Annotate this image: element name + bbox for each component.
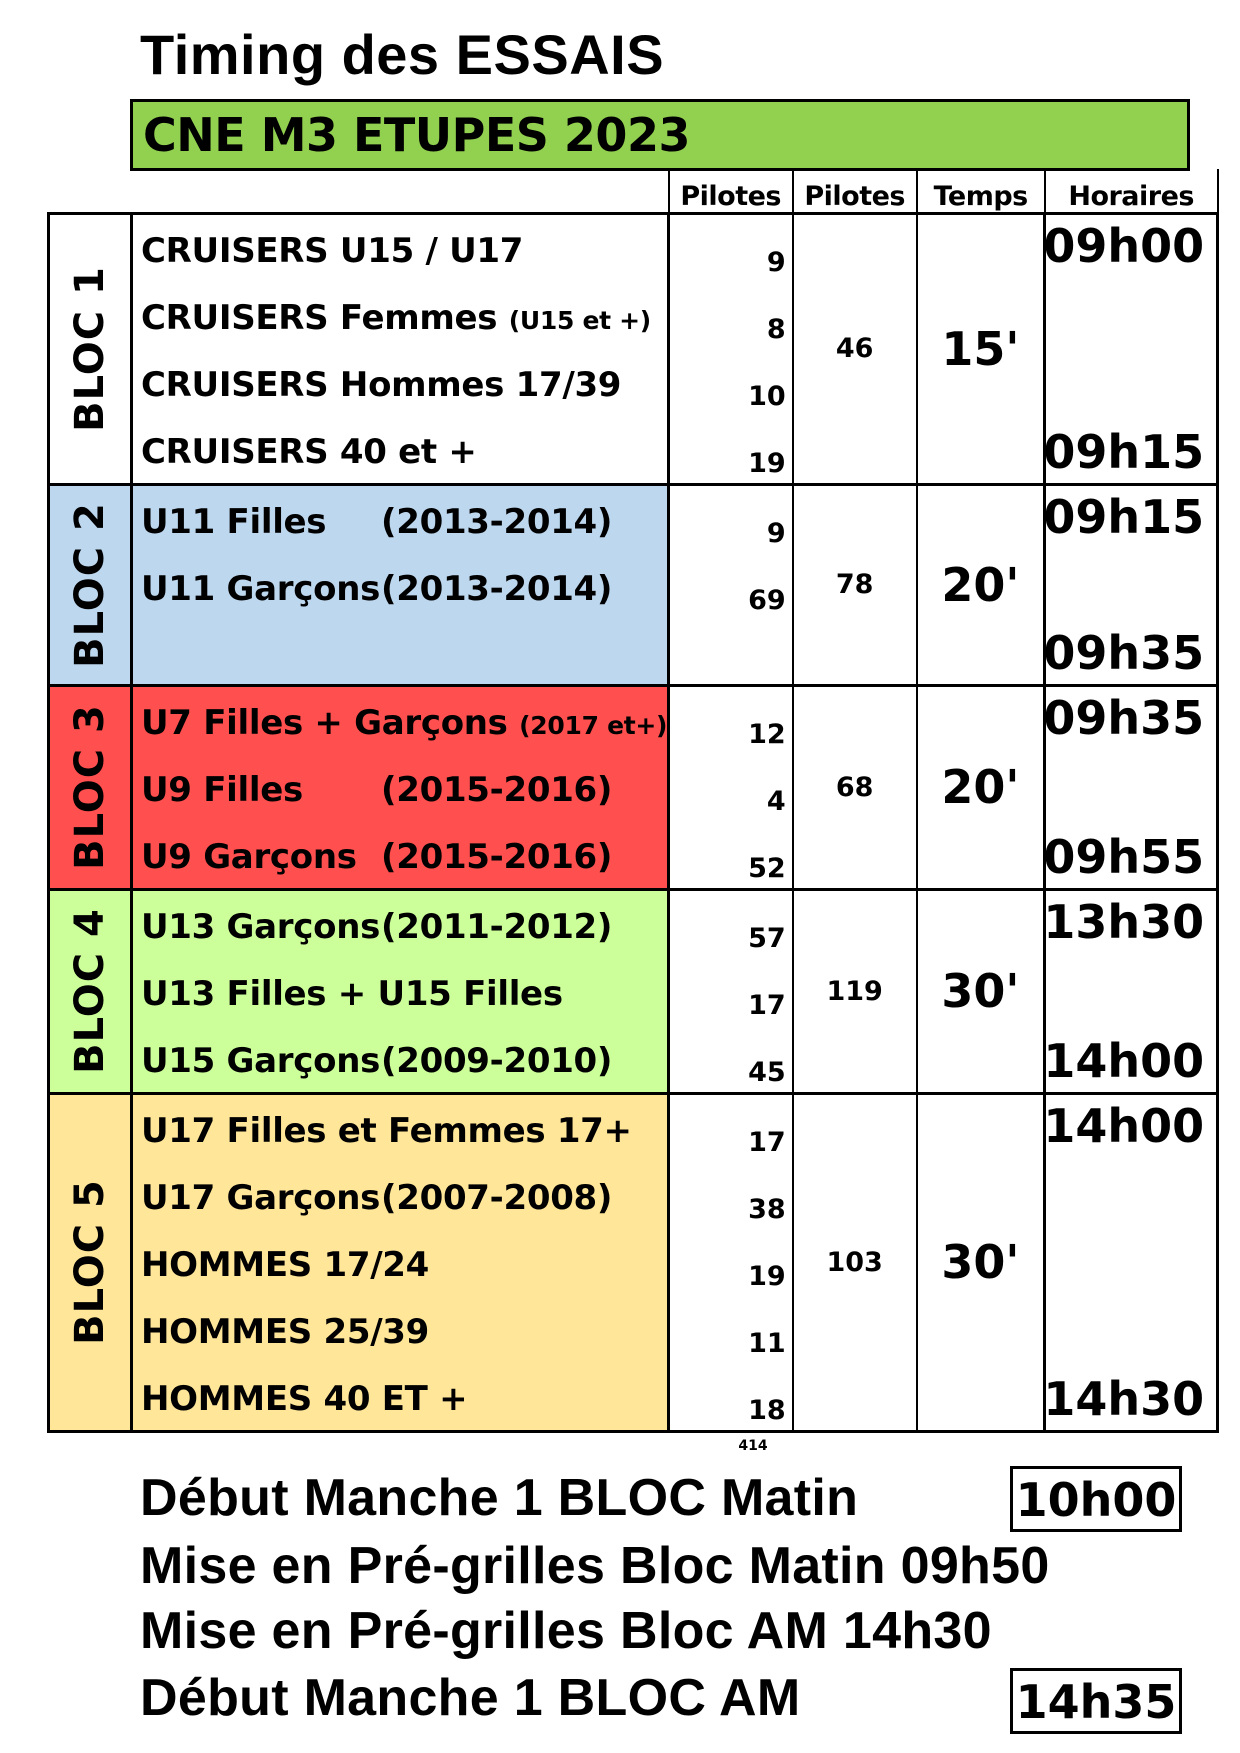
footer-time-box-1: 10h00 <box>1010 1466 1182 1532</box>
bloc-start-time: 14h00 <box>1043 1098 1205 1153</box>
pilot-count-cell <box>669 685 793 889</box>
pilot-count: 10 <box>748 380 786 412</box>
pilot-count: 52 <box>748 852 786 884</box>
pilot-count-cell <box>669 1093 793 1431</box>
header-time: Temps <box>917 169 1045 213</box>
bloc-duration: 20' <box>917 685 1045 889</box>
pilot-count: 9 <box>766 246 786 278</box>
grand-total: 414 <box>738 1438 768 1454</box>
bloc-row <box>49 484 1218 685</box>
pilot-count: 17 <box>748 989 786 1021</box>
category-line <box>133 891 667 958</box>
bloc-label-cell <box>49 685 132 889</box>
bloc-label: BLOC 2 <box>67 501 113 668</box>
footer-line-2: Mise en Pré-grilles Bloc Matin 09h50 <box>140 1537 1050 1595</box>
pilot-count: 12 <box>748 718 786 750</box>
category-name: U15 Garçons <box>141 1040 381 1081</box>
bloc-hours-cell <box>1045 889 1218 1093</box>
category-line <box>133 958 667 1025</box>
category-line <box>133 215 667 282</box>
header-pilots-total: Pilotes <box>793 169 917 213</box>
bloc-start-time: 09h15 <box>1043 489 1205 544</box>
category-years: (2011-2012) <box>381 906 613 947</box>
bloc-row <box>49 889 1218 1093</box>
bloc-hours-cell <box>1045 213 1218 484</box>
header-schedule: Horaires <box>1045 169 1218 213</box>
bloc-total: 119 <box>793 889 917 1093</box>
footer-line-3: Mise en Pré-grilles Bloc AM 14h30 <box>140 1602 992 1660</box>
pilot-count: 17 <box>748 1126 786 1158</box>
pilot-count: 38 <box>748 1193 786 1225</box>
footer-line-1: Début Manche 1 BLOC Matin <box>140 1469 859 1527</box>
category-name: U9 Filles <box>141 769 303 810</box>
pilot-count: 19 <box>748 1260 786 1292</box>
pilot-count: 8 <box>766 313 786 345</box>
header-row <box>49 169 1218 213</box>
category-cell <box>132 213 669 484</box>
pilot-count: 18 <box>748 1394 786 1426</box>
bloc-total: 103 <box>793 1093 917 1431</box>
bloc-label: BLOC 4 <box>67 908 113 1074</box>
bloc-hours-cell <box>1045 484 1218 685</box>
category-line <box>133 1095 667 1162</box>
footer-time-box-2: 14h35 <box>1010 1668 1182 1734</box>
category-name: U13 Filles + U15 Filles <box>141 973 563 1014</box>
category-cell <box>132 685 669 889</box>
bloc-label: BLOC 3 <box>67 704 113 870</box>
category-name: HOMMES 17/24 <box>141 1244 430 1285</box>
schedule-table <box>47 169 1219 1433</box>
pilot-count: 19 <box>748 447 786 479</box>
category-line <box>133 754 667 821</box>
category-line <box>133 1025 667 1092</box>
pilot-count: 4 <box>766 785 786 817</box>
bloc-label-cell <box>49 213 132 484</box>
pilot-count: 11 <box>748 1327 786 1359</box>
header-spacer <box>132 169 669 213</box>
pilot-count: 57 <box>748 922 786 954</box>
bloc-row <box>49 685 1218 889</box>
bloc-duration: 30' <box>917 889 1045 1093</box>
category-name: CRUISERS 40 et + <box>141 431 477 472</box>
category-name: U17 Garçons <box>141 1177 381 1218</box>
bloc-total: 68 <box>793 685 917 889</box>
bloc-total: 78 <box>793 484 917 685</box>
bloc-end-time: 14h00 <box>1043 1033 1205 1088</box>
category-cell <box>132 889 669 1093</box>
category-note: (U15 et +) <box>508 305 651 335</box>
category-years: (2015-2016) <box>381 769 613 810</box>
bloc-start-time: 13h30 <box>1043 894 1205 949</box>
category-note: (2017 et+) <box>519 710 668 740</box>
bloc-label-cell <box>49 889 132 1093</box>
pilot-count-cell <box>669 484 793 685</box>
bloc-total: 46 <box>793 213 917 484</box>
category-name: HOMMES 40 ET + <box>141 1378 468 1419</box>
category-years: (2013-2014) <box>381 501 613 542</box>
bloc-hours-cell <box>1045 685 1218 889</box>
bloc-label: BLOC 5 <box>67 1179 113 1345</box>
category-line <box>133 1363 667 1430</box>
bloc-label-cell <box>49 484 132 685</box>
category-line <box>133 416 667 483</box>
bloc-rows <box>49 213 1218 1431</box>
bloc-end-time: 09h35 <box>1043 625 1205 680</box>
pilot-count: 9 <box>766 517 786 549</box>
bloc-label: BLOC 1 <box>67 265 113 432</box>
category-name: U13 Garçons <box>141 906 381 947</box>
bloc-start-time: 09h35 <box>1043 690 1205 745</box>
category-line <box>133 282 667 349</box>
bloc-duration: 20' <box>917 484 1045 685</box>
page-title: Timing des ESSAIS <box>140 23 665 86</box>
bloc-end-time: 09h15 <box>1043 424 1205 479</box>
category-cell <box>132 1093 669 1431</box>
bloc-end-time: 09h55 <box>1043 829 1205 884</box>
pilot-count-cell <box>669 889 793 1093</box>
bloc-duration: 30' <box>917 1093 1045 1431</box>
category-line <box>133 349 667 416</box>
category-name: CRUISERS U15 / U17 <box>141 230 524 271</box>
footer-line-4: Début Manche 1 BLOC AM <box>140 1669 801 1727</box>
category-line <box>133 553 667 620</box>
event-banner: CNE M3 ETUPES 2023 <box>130 99 1190 171</box>
pilot-count-cell <box>669 213 793 484</box>
category-years: (2015-2016) <box>381 836 613 877</box>
header-pilots: Pilotes <box>669 169 793 213</box>
category-line <box>133 486 667 553</box>
bloc-end-time: 14h30 <box>1043 1371 1205 1426</box>
category-name: U9 Garçons <box>141 836 357 877</box>
bloc-row <box>49 213 1218 484</box>
bloc-label-cell <box>49 1093 132 1431</box>
bloc-hours-cell <box>1045 1093 1218 1431</box>
category-years: (2009-2010) <box>381 1040 613 1081</box>
category-line <box>133 687 667 754</box>
category-name: CRUISERS Femmes <box>141 297 509 338</box>
bloc-duration: 15' <box>917 213 1045 484</box>
category-name: U11 Garçons <box>141 568 381 609</box>
category-years: (2007-2008) <box>381 1177 613 1218</box>
category-line <box>133 1229 667 1296</box>
category-years: (2013-2014) <box>381 568 613 609</box>
category-name: U7 Filles + Garçons <box>141 702 520 743</box>
pilot-count: 69 <box>748 584 786 616</box>
category-cell <box>132 484 669 685</box>
category-name: HOMMES 25/39 <box>141 1311 430 1352</box>
pilot-count: 45 <box>748 1056 786 1088</box>
category-name: CRUISERS Hommes 17/39 <box>141 364 622 405</box>
category-line <box>133 1162 667 1229</box>
category-name: U11 Filles <box>141 501 327 542</box>
category-name: U17 Filles et Femmes 17+ <box>141 1110 632 1151</box>
category-line <box>133 821 667 888</box>
bloc-start-time: 09h00 <box>1043 218 1205 273</box>
bloc-row <box>49 1093 1218 1431</box>
header-spacer <box>49 169 132 213</box>
category-line <box>133 1296 667 1363</box>
